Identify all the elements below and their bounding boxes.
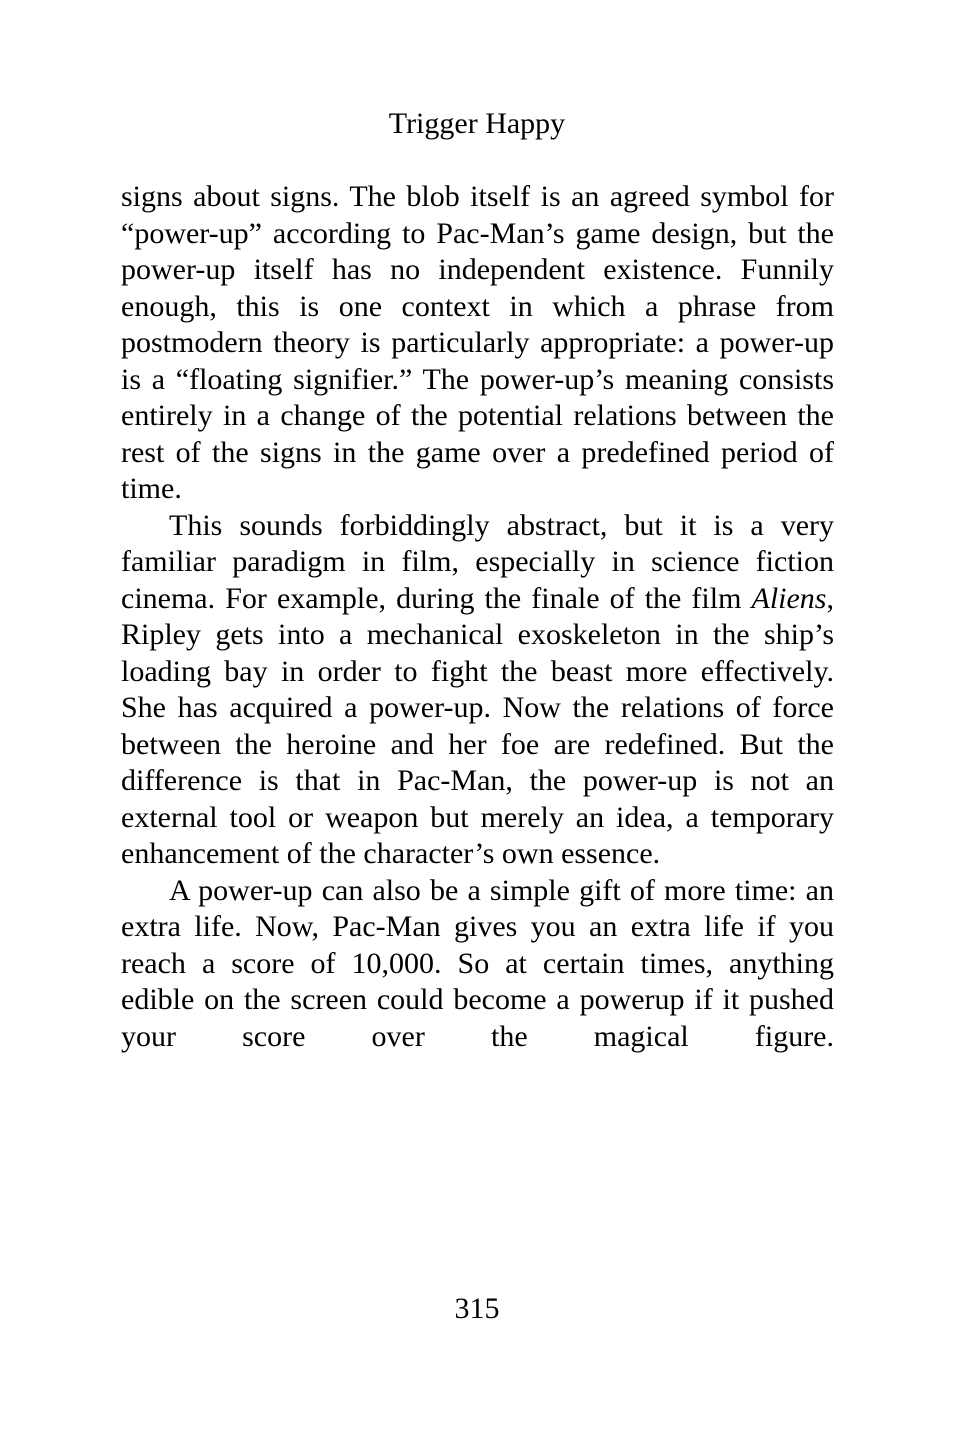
film-title: Aliens [751,581,827,615]
page-number: 315 [454,1292,500,1325]
paragraph-text: signs about signs. The blob itself is an agreed symbol for “power-up” according to Pac-Man’s game design, but the power-up itself has no independent existence. Funnily enough, this is one context in which a phrase from postmodern theory is particularly appropriate: a power-up is a “floating signifier.” The power-up’s meaning consists entirely in a change of the potential relations between the rest of the signs in the game over a predefined period of time. [121,180,834,505]
paragraph-text: A power-up can also be a simple gift of more time: an extra life. Now, Pac-Man gives you an extra life if you reach a score of 10,000. So at certain times, anything edible on the screen could become a powerup if it pushed your score over the magical figure. [121,873,834,1053]
paragraph-text: This sounds forbiddingly abstract, but it is a very familiar paradigm in film, especially in science fiction cinema. For example, during the finale of the film [121,508,834,615]
paragraph [121,179,834,508]
body-text [121,179,834,1055]
paragraph-text: , Ripley gets into a mechanical exoskeleton in the ship’s loading bay in order to fight the beast more effectively. She has acquired a power-up. Now the relations of force between the heroine and her foe are redefined. But the difference is that in Pac-Man, the power-up is not an external tool or weapon but merely an idea, a temporary enhancement of the character’s own essence. [121,581,834,870]
running-head: Trigger Happy [388,107,566,140]
paragraph [121,873,834,1056]
paragraph [121,508,834,873]
